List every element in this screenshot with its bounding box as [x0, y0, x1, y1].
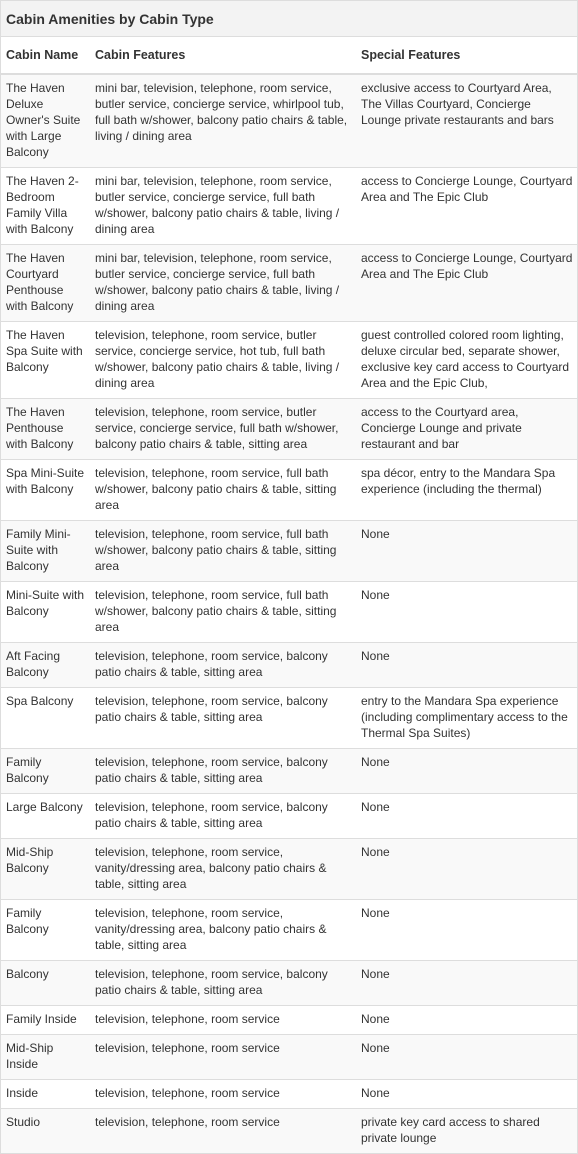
header-row [1, 37, 577, 74]
cabin-features-cell: television, telephone, room service [90, 1006, 356, 1035]
table-row [1, 839, 577, 900]
special-features-cell: None [356, 1006, 577, 1035]
table-row [1, 643, 577, 688]
special-features-cell: entry to the Mandara Spa experience (including complimentary access to the Thermal Spa Suites) [356, 688, 577, 749]
cabin-name-cell: Mid-Ship Balcony [1, 839, 90, 900]
header-cabin-name: Cabin Name [1, 37, 90, 74]
cabin-features-cell: television, telephone, room service, butler service, concierge service, full bath w/shower, balcony patio chairs & table, sitting area [90, 399, 356, 460]
table-row [1, 74, 577, 168]
special-features-cell: access to the Courtyard area, Concierge Lounge and private restaurant and bar [356, 399, 577, 460]
special-features-cell: guest controlled colored room lighting, deluxe circular bed, separate shower, exclusive key card access to Courtyard Area and the Epic Club, [356, 322, 577, 399]
cabin-name-cell: Family Inside [1, 1006, 90, 1035]
cabin-features-cell: television, telephone, room service, vanity/dressing area, balcony patio chairs & table, sitting area [90, 839, 356, 900]
cabin-name-cell: Family Mini-Suite with Balcony [1, 521, 90, 582]
special-features-cell: None [356, 643, 577, 688]
cabin-features-cell: mini bar, television, telephone, room service, butler service, concierge service, full bath w/shower, balcony patio chairs & table, living / dining area [90, 245, 356, 322]
cabin-name-cell: Mini-Suite with Balcony [1, 582, 90, 643]
cabin-name-cell: The Haven Deluxe Owner's Suite with Large Balcony [1, 74, 90, 168]
cabin-name-cell: Inside [1, 1080, 90, 1109]
cabin-name-cell: Studio [1, 1109, 90, 1154]
cabin-features-cell: television, telephone, room service [90, 1080, 356, 1109]
cabin-name-cell: Mid-Ship Inside [1, 1035, 90, 1080]
cabin-name-cell: Large Balcony [1, 794, 90, 839]
table-title: Cabin Amenities by Cabin Type [1, 0, 577, 37]
special-features-cell: None [356, 582, 577, 643]
amenities-table [1, 37, 577, 1154]
table-row [1, 245, 577, 322]
header-special-features: Special Features [356, 37, 577, 74]
cabin-features-cell: television, telephone, room service, butler service, concierge service, hot tub, full bath w/shower, balcony patio chairs & table, living / dining area [90, 322, 356, 399]
cabin-name-cell: The Haven Courtyard Penthouse with Balcony [1, 245, 90, 322]
table-row [1, 1080, 577, 1109]
cabin-name-cell: Family Balcony [1, 900, 90, 961]
cabin-name-cell: The Haven 2-Bedroom Family Villa with Balcony [1, 168, 90, 245]
cabin-features-cell: mini bar, television, telephone, room service, butler service, concierge service, whirlpool tub, full bath w/shower, balcony patio chairs & table, living / dining area [90, 74, 356, 168]
cabin-name-cell: Aft Facing Balcony [1, 643, 90, 688]
cabin-features-cell: television, telephone, room service, balcony patio chairs & table, sitting area [90, 749, 356, 794]
cabin-features-cell: television, telephone, room service, vanity/dressing area, balcony patio chairs & table, sitting area [90, 900, 356, 961]
table-row [1, 460, 577, 521]
special-features-cell: None [356, 1035, 577, 1080]
table-body [1, 74, 577, 1154]
special-features-cell: private key card access to shared private lounge [356, 1109, 577, 1154]
table-row [1, 521, 577, 582]
table-row [1, 688, 577, 749]
cabin-features-cell: television, telephone, room service, full bath w/shower, balcony patio chairs & table, sitting area [90, 521, 356, 582]
special-features-cell: access to Concierge Lounge, Courtyard Area and The Epic Club [356, 245, 577, 322]
cabin-features-cell: television, telephone, room service, balcony patio chairs & table, sitting area [90, 643, 356, 688]
special-features-cell: None [356, 521, 577, 582]
special-features-cell: None [356, 961, 577, 1006]
cabin-name-cell: Spa Balcony [1, 688, 90, 749]
cabin-features-cell: mini bar, television, telephone, room service, butler service, concierge service, full bath w/shower, balcony patio chairs & table, living / dining area [90, 168, 356, 245]
special-features-cell: None [356, 839, 577, 900]
table-row [1, 322, 577, 399]
special-features-cell: access to Concierge Lounge, Courtyard Area and The Epic Club [356, 168, 577, 245]
cabin-features-cell: television, telephone, room service [90, 1035, 356, 1080]
table-row [1, 1006, 577, 1035]
special-features-cell: exclusive access to Courtyard Area, The Villas Courtyard, Concierge Lounge private restaurants and bars [356, 74, 577, 168]
cabin-name-cell: Balcony [1, 961, 90, 1006]
table-row [1, 749, 577, 794]
table-row [1, 900, 577, 961]
cabin-name-cell: The Haven Spa Suite with Balcony [1, 322, 90, 399]
table-row [1, 794, 577, 839]
table-row [1, 582, 577, 643]
table-row [1, 399, 577, 460]
cabin-name-cell: Family Balcony [1, 749, 90, 794]
cabin-features-cell: television, telephone, room service, full bath w/shower, balcony patio chairs & table, sitting area [90, 460, 356, 521]
special-features-cell: spa décor, entry to the Mandara Spa experience (including the thermal) [356, 460, 577, 521]
table-row [1, 961, 577, 1006]
cabin-features-cell: television, telephone, room service [90, 1109, 356, 1154]
cabin-features-cell: television, telephone, room service, balcony patio chairs & table, sitting area [90, 688, 356, 749]
cabin-features-cell: television, telephone, room service, full bath w/shower, balcony patio chairs & table, sitting area [90, 582, 356, 643]
cabin-name-cell: Spa Mini-Suite with Balcony [1, 460, 90, 521]
table-row [1, 1109, 577, 1154]
cabin-features-cell: television, telephone, room service, balcony patio chairs & table, sitting area [90, 794, 356, 839]
table-row [1, 1035, 577, 1080]
cabin-features-cell: television, telephone, room service, balcony patio chairs & table, sitting area [90, 961, 356, 1006]
cabin-name-cell: The Haven Penthouse with Balcony [1, 399, 90, 460]
table-row [1, 168, 577, 245]
special-features-cell: None [356, 1080, 577, 1109]
special-features-cell: None [356, 749, 577, 794]
header-cabin-features: Cabin Features [90, 37, 356, 74]
special-features-cell: None [356, 794, 577, 839]
special-features-cell: None [356, 900, 577, 961]
